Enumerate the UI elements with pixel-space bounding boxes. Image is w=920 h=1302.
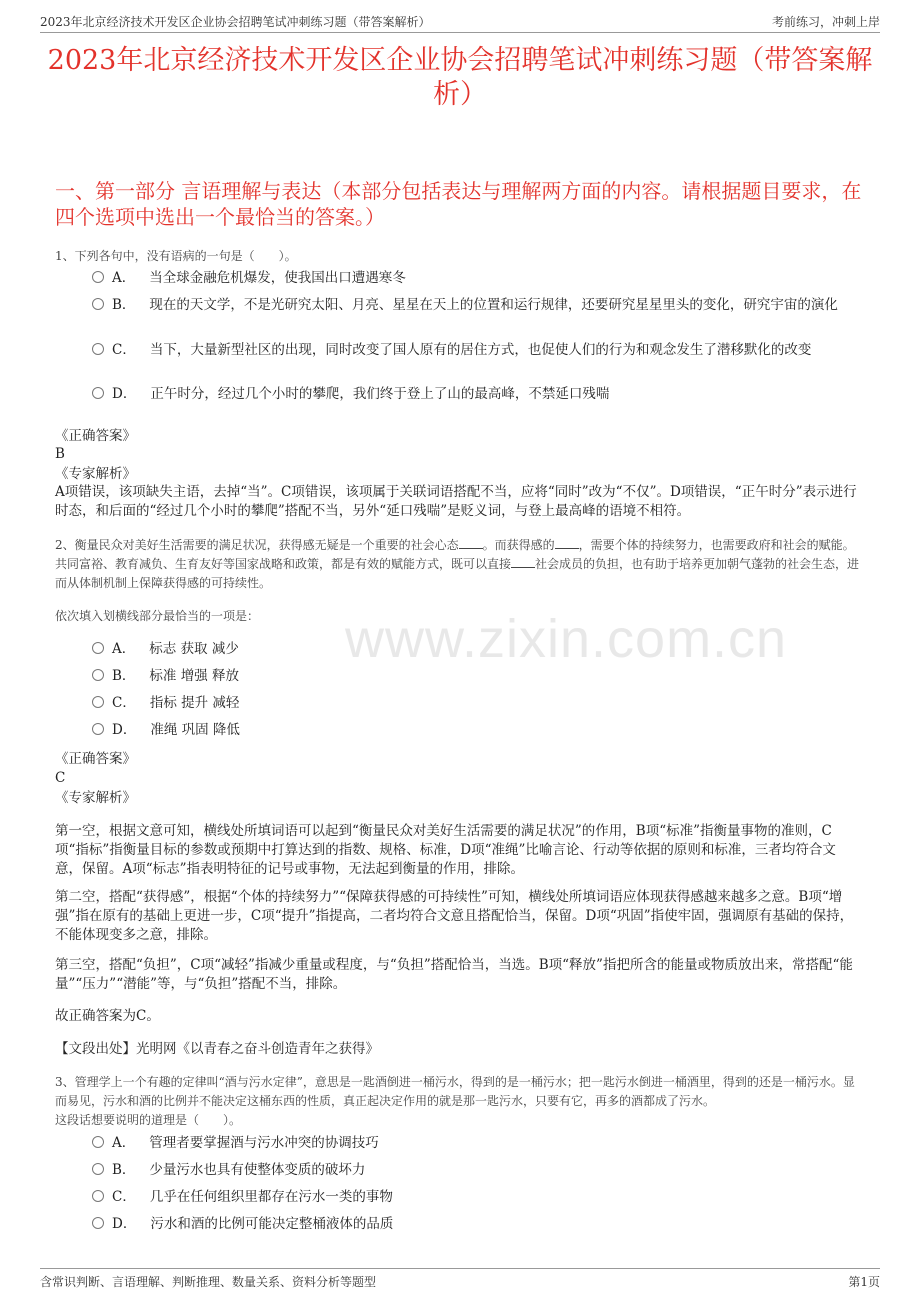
page-number: 第1页 (848, 1275, 880, 1289)
question-2-option-b[interactable]: B． 标准 增强 释放 (92, 664, 860, 689)
fill-blank-1 (459, 548, 483, 549)
question-1-answer-label: 《正确答案》 (55, 428, 136, 444)
radio-icon[interactable] (92, 669, 104, 681)
question-2-stem: 2、衡量民众对美好生活需要的满足状况，获得感无疑是一个重要的社会心态 。而获得感的 ，需要个体的持续努力，也需要政府和社会的赋能。共同富裕、教育减负、生育友好等国家战略和政策，都是有效的赋能方式，既可以直接 社会成员的负担，也有助于培养更加朝气蓬勃的社会生态，进而从体制机制上保障获得感的可持续性。 (55, 538, 860, 590)
question-3-option-b[interactable]: B． 少量污水也具有使整体变质的破坏力 (92, 1158, 860, 1183)
header-title: 2023年北京经济技术开发区企业协会招聘笔试冲刺练习题（带答案解析） (40, 15, 431, 29)
question-2-conclusion: 故正确答案为C。 (55, 1008, 160, 1024)
radio-icon[interactable] (92, 642, 104, 654)
footer-topics: 含常识判断、言语理解、判断推理、数量关系、资料分析等题型 (40, 1275, 377, 1289)
question-1-option-a[interactable]: A． 当全球金融危机爆发，使我国出口遭遇寒冬 (92, 266, 860, 291)
question-2-source: 【文段出处】光明网《以青春之奋斗创造青年之获得》 (55, 1041, 379, 1057)
fill-blank-2 (555, 548, 579, 549)
question-2-analysis-p1: 第一空，根据文意可知，横线处所填词语可以起到“衡量民众对美好生活需要的满足状况”的作用，B项“标准”指衡量事物的准则，C项“指标”指衡量目标的参数或预期中打算达到的指数、规格、标准，D项“准绳”比喻言论、行动等依据的原则和标准，三者均符合文意，保留。A项“标志”指表明特征的记号或事物，无法起到衡量的作用，排除。 (55, 823, 836, 877)
section-heading: 一、第一部分 言语理解与表达（本部分包括表达与理解两方面的内容。请根据题目要求，在四个选项中选出一个最恰当的答案。） (55, 179, 862, 229)
page-header (40, 10, 880, 33)
page-footer (40, 1268, 880, 1291)
radio-icon[interactable] (92, 1190, 104, 1202)
radio-icon[interactable] (92, 298, 104, 310)
question-1-option-b[interactable]: B． 现在的天文学，不是光研究太阳、月亮、星星在天上的位置和运行规律，还要研究星星里头的变化，研究宇宙的演化 (92, 293, 860, 318)
radio-icon[interactable] (92, 271, 104, 283)
document-title: 2023年北京经济技术开发区企业协会招聘笔试冲刺练习题（带答案解析） (47, 45, 873, 110)
question-3-stem: 3、管理学上一个有趣的定律叫“酒与污水定律”，意思是一匙酒倒进一桶污水，得到的是一桶污水；把一匙污水倒进一桶酒里，得到的还是一桶污水。显而易见，污水和酒的比例并不能决定这桶东西的性质，真正起决定作用的就是那一匙污水，只要有它，再多的酒都成了污水。 (55, 1075, 855, 1108)
radio-icon[interactable] (92, 1136, 104, 1148)
question-3-prompt: 这段话想要说明的道理是（ ）。 (55, 1113, 242, 1127)
question-2-option-c[interactable]: C． 指标 提升 减轻 (92, 691, 860, 716)
radio-icon[interactable] (92, 1163, 104, 1175)
radio-icon[interactable] (92, 343, 104, 355)
question-2-analysis-label: 《专家解析》 (55, 790, 136, 806)
radio-icon[interactable] (92, 696, 104, 708)
question-1-option-d[interactable]: D． 正午时分，经过几个小时的攀爬，我们终于登上了山的最高峰，不禁延口残喘 (92, 382, 860, 407)
question-2-analysis-p2: 第二空，搭配“获得感”，根据“个体的持续努力”“保障获得感的可持续性”可知，横线处所填词语应体现获得感越来越多之意。B项“增强”指在原有的基础上更进一步，C项“提升”指提高，二者均符合文意且搭配恰当，保留。D项“巩固”指使牢固，强调原有基础的保持，不能体现变多之意，排除。 (55, 889, 854, 943)
radio-icon[interactable] (92, 387, 104, 399)
question-3-option-d[interactable]: D． 污水和酒的比例可能决定整桶液体的品质 (92, 1212, 860, 1237)
question-1-analysis: A项错误，该项缺失主语，去掉“当”。C项错误，该项属于关联词语搭配不当，应将“同时”改为“不仅”。D项错误，“正午时分”表示进行时态，和后面的“经过几个小时的攀爬”搭配不当，另外“延口残喘”是贬义词，与登上最高峰的语境不相符。 (55, 484, 857, 519)
watermark: www.zixin.com.cn (345, 609, 788, 669)
question-2-answer-label: 《正确答案》 (55, 751, 136, 767)
question-1-option-c[interactable]: C． 当下，大量新型社区的出现，同时改变了国人原有的居住方式，也促使人们的行为和观念发生了潜移默化的改变 (92, 338, 860, 363)
question-2-prompt: 依次填入划横线部分最恰当的一项是： (55, 609, 260, 623)
fill-blank-3 (511, 567, 535, 568)
question-2-analysis-p3: 第三空，搭配“负担”，C项“减轻”指减少重量或程度，与“负担”搭配恰当，当选。B项“释放”指把所含的能量或物质放出来，常搭配“能量”“压力”“潜能”等，与“负担”搭配不当，排除。 (55, 957, 853, 992)
question-2-option-a[interactable]: A． 标志 获取 减少 (92, 637, 860, 662)
header-slogan: 考前练习，冲刺上岸 (771, 15, 880, 29)
question-1-answer: B (55, 446, 65, 462)
radio-icon[interactable] (92, 1217, 104, 1229)
question-1-analysis-label: 《专家解析》 (55, 466, 136, 482)
question-2-option-d[interactable]: D． 准绳 巩固 降低 (92, 718, 860, 743)
question-1-stem: 1、下列各句中，没有语病的一句是（ ）。 (55, 249, 297, 263)
question-2-answer: C (55, 770, 66, 786)
question-3-option-a[interactable]: A． 管理者要掌握酒与污水冲突的协调技巧 (92, 1131, 860, 1156)
radio-icon[interactable] (92, 723, 104, 735)
question-3-option-c[interactable]: C． 几乎在任何组织里都存在污水一类的事物 (92, 1185, 860, 1210)
